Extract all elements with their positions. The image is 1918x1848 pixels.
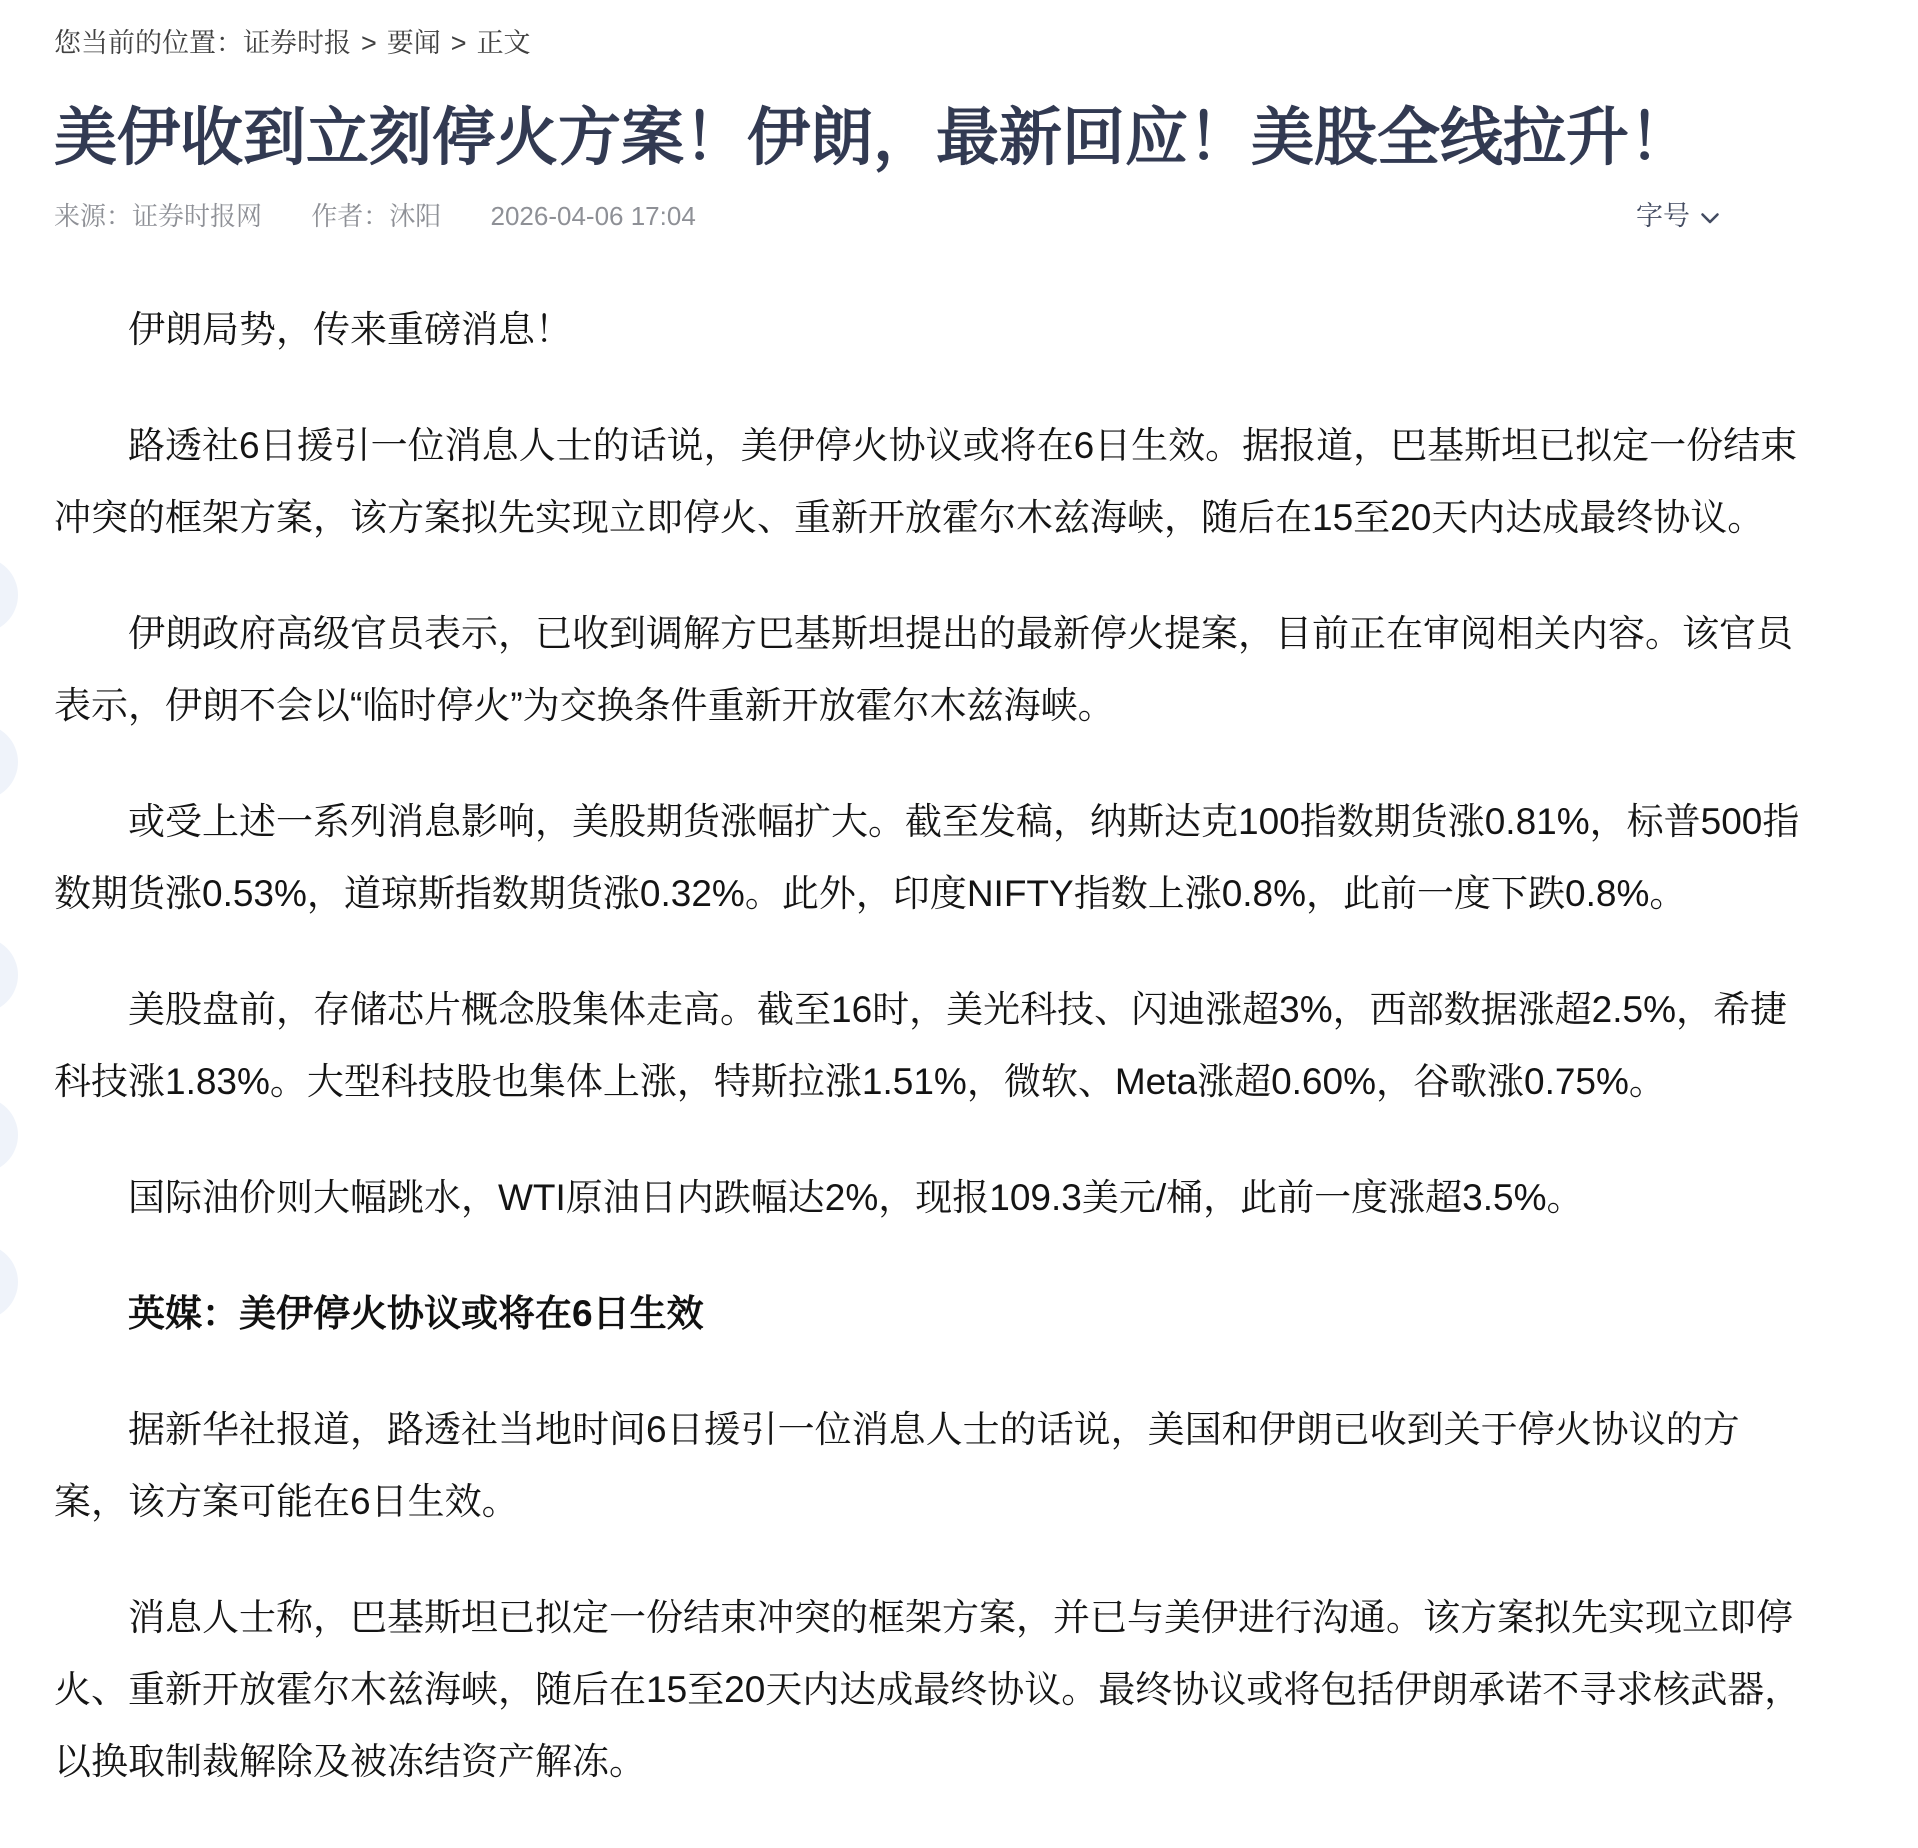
chevron-down-icon: [1700, 208, 1720, 225]
article-paragraph: 伊朗局势，传来重磅消息！: [128, 309, 572, 350]
article-title: 美伊收到立刻停火方案！伊朗，最新回应！美股全线拉升！: [54, 103, 1692, 173]
article-datetime: 2026-04-06 17:04: [490, 201, 696, 231]
article-meta: [54, 198, 1802, 234]
article-paragraph: 国际油价则大幅跳水，WTI原油日内跌幅达2%，现报109.3美元/桶，此前一度涨超3.5%。: [128, 1177, 1584, 1218]
font-size-label: 字号: [1636, 201, 1690, 231]
article-body: [54, 294, 1802, 1798]
article-paragraph: 据新华社报道，路透社当地时间6日援引一位消息人士的话说，美国和伊朗已收到关于停火协议的方案，该方案可能在6日生效。: [54, 1409, 1740, 1522]
article-paragraph: 或受上述一系列消息影响，美股期货涨幅扩大。截至发稿，纳斯达克100指数期货涨0.81%，标普500指数期货涨0.53%，道琼斯指数期货涨0.32%。此外，印度NIFTY指数上涨0.8%，此前一度下跌0.8%。: [54, 801, 1800, 914]
article-paragraph: 路透社6日援引一位消息人士的话说，美伊停火协议或将在6日生效。据报道，巴基斯坦已拟定一份结束冲突的框架方案，该方案拟先实现立即停火、重新开放霍尔木兹海峡，随后在15至20天内达成最终协议。: [54, 425, 1798, 538]
breadcrumb-label: 您当前的位置：: [54, 28, 243, 58]
breadcrumb-separator: >: [450, 28, 467, 58]
article-paragraph: 美股盘前，存储芯片概念股集体走高。截至16时，美光科技、闪迪涨超3%，西部数据涨超2.5%，希捷科技涨1.83%。大型科技股也集体上涨，特斯拉涨1.51%，微软、Meta涨超0.60%，谷歌涨0.75%。: [54, 989, 1787, 1102]
breadcrumb-item-home[interactable]: 证券时报: [243, 28, 351, 58]
breadcrumb-item-current: 正文: [476, 28, 531, 58]
article-paragraph: 消息人士称，巴基斯坦已拟定一份结束冲突的框架方案，并已与美伊进行沟通。该方案拟先实现立即停火、重新开放霍尔木兹海峡，随后在15至20天内达成最终协议。最终协议或将包括伊朗承诺不寻求核武器，以换取制裁解除及被冻结资产解冻。: [54, 1597, 1802, 1782]
breadcrumb: [54, 0, 1802, 60]
article-author: 作者：沐阳: [311, 201, 442, 231]
breadcrumb-item-section[interactable]: 要闻: [386, 28, 441, 58]
section-subheading: 英媒：美伊停火协议或将在6日生效: [128, 1293, 704, 1334]
article-paragraph: 伊朗政府高级官员表示，已收到调解方巴基斯坦提出的最新停火提案，目前正在审阅相关内容。该官员表示，伊朗不会以“临时停火”为交换条件重新开放霍尔木兹海峡。: [54, 613, 1793, 726]
font-size-control[interactable]: [1636, 198, 1720, 234]
article-source: 来源：证券时报网: [54, 201, 263, 231]
breadcrumb-separator: >: [361, 28, 377, 58]
